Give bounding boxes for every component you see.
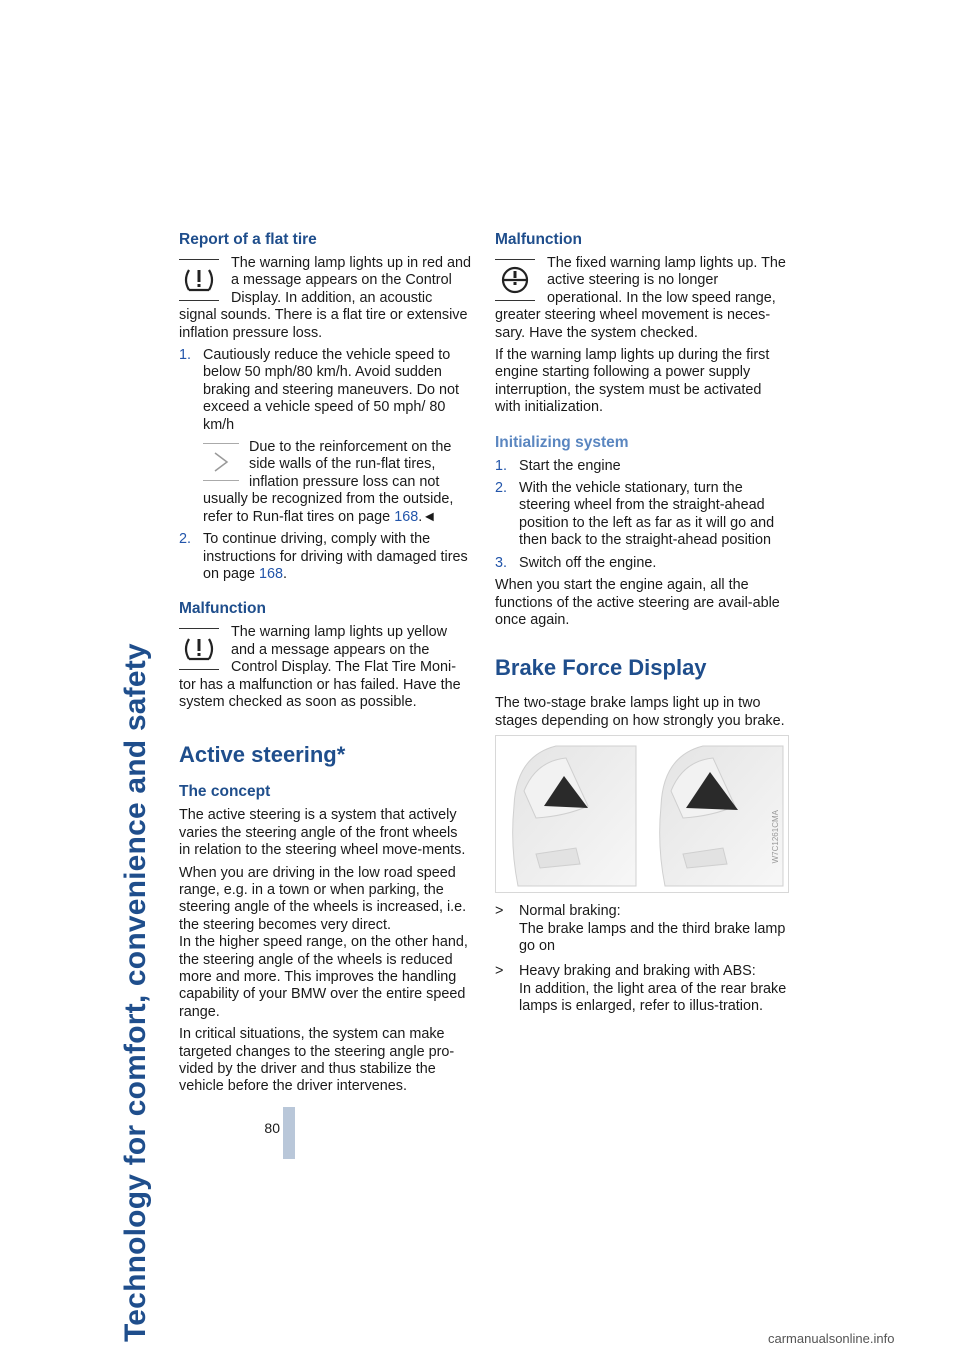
concept-p2a: When you are driving in the low road speed range, e.g. in a town or when parking, the steering angle of the wheels is increased, i.e. the steering becomes very direct. <box>179 864 467 933</box>
page-marker-bar <box>283 1107 295 1159</box>
flat-tire-warning <box>179 255 471 342</box>
flat-tire-steps-2 <box>179 531 471 583</box>
list-item <box>495 458 787 475</box>
list-item <box>495 963 787 1015</box>
bullet-text: In addition, the light area of the rear brake lamps is enlarged, refer to illus-tration. <box>519 980 787 1015</box>
note-text: Due to the reinforcement on the side walls of the run-flat tires, inflation pressure loss can not usually be recognized from the outside, refer to Run-flat tires on page <box>203 439 454 525</box>
brake-bullets <box>495 903 787 1015</box>
concept-p2b: In the higher speed range, on the other hand, the steering angle of the wheels is reduced more and more. This improves the handling capability of your BMW over the entire speed range. <box>179 934 468 1020</box>
note-end: .◄ <box>418 508 437 525</box>
list-item <box>179 531 471 583</box>
list-item <box>179 347 471 434</box>
heading-flat-tire: Report of a flat tire <box>179 231 317 248</box>
right-column <box>495 230 787 1024</box>
flat-tire-intro: The warning lamp lights up in red and a message appears on the Control Display. In addition, an acoustic signal sounds. There is a flat tire or extensive inflation pressure loss. <box>179 255 471 341</box>
step-number: 2. <box>495 480 508 497</box>
flat-tire-steps <box>179 347 471 434</box>
step-text: Switch off the engine. <box>519 554 657 571</box>
step-number: 1. <box>179 347 192 364</box>
heading-malfunction-right: Malfunction <box>495 231 582 248</box>
malfunction-text: The warning lamp lights up yellow and a message appears on the Control Display. The Flat Tire Moni-tor has a malfunction or has failed. Have the system checked as soon as possible. <box>179 624 461 710</box>
run-flat-note <box>203 439 471 526</box>
heading-malfunction-left: Malfunction <box>179 600 266 618</box>
heading-brake-force: Brake Force Display <box>495 655 707 681</box>
concept-p3: In critical situations, the system can make targeted changes to the steering angle pro-vided by the driver and thus stabilize the vehicle before the driver intervenes. <box>179 1026 455 1095</box>
bullet-title: Normal braking: <box>519 903 621 920</box>
note-arrow-icon <box>203 443 239 481</box>
step-number: 3. <box>495 554 508 571</box>
page-number: 80 <box>264 1120 280 1136</box>
heading-initializing: Initializing system <box>495 433 629 451</box>
list-item <box>495 903 787 955</box>
step-text: Start the engine <box>519 457 621 474</box>
bullet-marker: > <box>495 963 504 980</box>
initializing-steps <box>495 458 787 572</box>
steering-malfunction-text: The fixed warning lamp lights up. The active steering is no longer operational. In the low speed range, greater steering wheel movement is neces-sary. Have the system checked. <box>495 255 786 341</box>
steering-malfunction-p2: If the warning lamp lights up during the first engine starting following a power supply interruption, the system must be activated with initialization. <box>495 347 770 416</box>
initializing-after: When you start the engine again, all the functions of the active steering are avail-able once again. <box>495 577 780 628</box>
heading-active-steering: Active steering* <box>179 742 346 768</box>
step-number: 1. <box>495 457 508 474</box>
watermark: carmanualsonline.info <box>768 1331 895 1346</box>
step-end: . <box>283 565 288 582</box>
left-column <box>179 230 471 1101</box>
page-link-168[interactable]: 168 <box>259 565 284 582</box>
step-text: With the vehicle stationary, turn the steering wheel from the straight-ahead position to the left as far as it will go and then back to the straight-ahead position <box>519 480 775 549</box>
brake-lamp-illustration <box>495 735 789 893</box>
page-link-168[interactable]: 168 <box>394 508 419 525</box>
steering-warning <box>495 255 787 342</box>
tire-pressure-warning-icon <box>179 259 219 301</box>
brake-force-intro: The two-stage brake lamps light up in two stages depending on how strongly you brake. <box>495 695 785 729</box>
tire-pressure-warning-icon <box>179 628 219 670</box>
step-number: 2. <box>179 531 192 548</box>
malfunction-warning <box>179 624 471 711</box>
bullet-text: The brake lamps and the third brake lamp go on <box>519 920 786 954</box>
concept-p1: The active steering is a system that actively varies the steering angle of the front wheels in relation to the steering wheel move-ments. <box>179 807 466 859</box>
bullet-marker: > <box>495 903 504 920</box>
step-text: To continue driving, comply with the instructions for driving with damaged tires on page <box>203 531 468 582</box>
figure-code: W7C1261CMA <box>770 810 780 864</box>
list-item <box>495 555 787 572</box>
bullet-title: Heavy braking and braking with ABS: <box>519 963 756 980</box>
step-text: Cautiously reduce the vehicle speed to below 50 mph/80 km/h. Avoid sudden braking and steering maneuvers. Do not exceed a vehicle speed of 50 mph/ 80 km/h <box>203 347 459 433</box>
list-item <box>495 480 787 550</box>
side-title: Technology for comfort, convenience and safety <box>119 643 152 1342</box>
heading-concept: The concept <box>179 783 271 801</box>
brake-lamp-image <box>496 736 788 892</box>
steering-wheel-warning-icon <box>495 259 535 301</box>
